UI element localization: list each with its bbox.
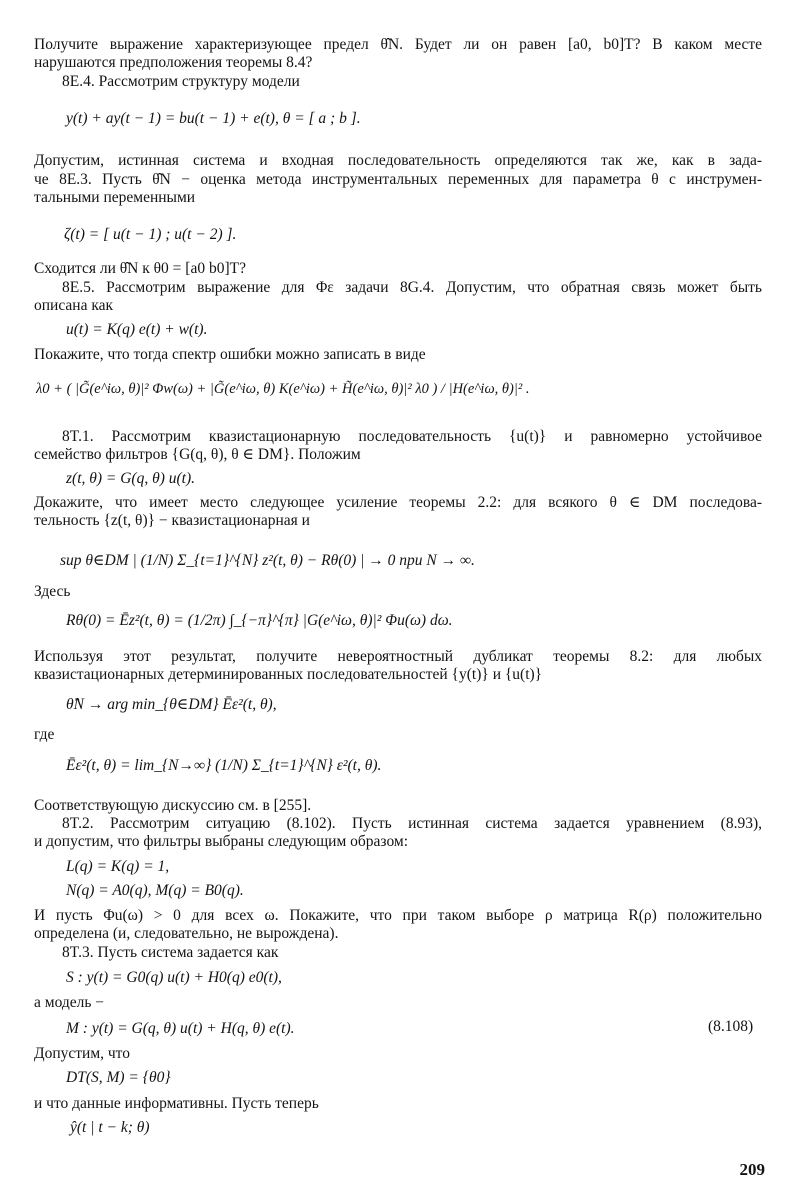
text-run: Докажите, что имеет место следующее усиление теоремы 2.2: для всякого θ ∈ DM последова-: [34, 494, 762, 511]
text-run: где: [34, 726, 55, 743]
text-run: 8T.3. Пусть система задается как: [62, 944, 279, 961]
equation-text: θ̂N → arg min_{θ∈DM} Ēε²(t, θ),: [66, 696, 277, 713]
text-line: [34, 994, 104, 1012]
equation-text: sup θ∈DM | (1/N) Σ_{t=1}^{N} z²(t, θ) − Rθ(0) | → 0 при N → ∞.: [60, 552, 475, 569]
equation-text: u(t) = K(q) e(t) + w(t).: [66, 321, 208, 338]
equation: [66, 612, 453, 630]
equation: [66, 882, 244, 900]
text-line: [34, 494, 762, 512]
equation: [66, 969, 282, 987]
text-run: Покажите, что тогда спектр ошибки можно записать в виде: [34, 346, 426, 363]
problem-heading: [62, 73, 300, 91]
equation: [66, 110, 361, 128]
equation: [66, 321, 207, 339]
equation: [36, 380, 529, 398]
text-run: тельность {z(t, θ)} − квазистационарная и: [34, 512, 310, 529]
equation: [66, 696, 277, 714]
equation: [66, 1069, 171, 1087]
text-line: [34, 260, 246, 278]
text-line: [34, 1095, 319, 1113]
text-run: семейство фильтров {G(q, θ), θ ∈ DM}. Положим: [34, 446, 361, 463]
equation: [66, 470, 195, 488]
equation-text: Ēε²(t, θ) = lim_{N→∞} (1/N) Σ_{t=1}^{N} ε²(t, θ).: [66, 757, 382, 774]
text-line: [34, 446, 762, 464]
text-line: [34, 346, 762, 364]
text-line: [34, 297, 762, 315]
text-run: а модель −: [34, 994, 105, 1011]
equation: [64, 226, 236, 244]
text-run: тальными переменными: [34, 189, 196, 206]
text-run: Допустим, истинная система и входная последовательность определяются так же, как в зада-: [34, 152, 762, 169]
text-line: [34, 36, 762, 54]
text-run: определена (и, следовательно, не вырождена).: [34, 925, 339, 942]
text-run: и допустим, что фильтры выбраны следующим образом:: [34, 833, 409, 850]
page-number: [740, 1160, 766, 1180]
equation-number-text: (8.108): [708, 1018, 754, 1035]
equation-text: S : y(t) = G0(q) u(t) + H0(q) e0(t),: [66, 969, 282, 986]
equation: [66, 757, 381, 775]
text-line: [34, 666, 762, 684]
text-run: 8T.1. Рассмотрим квазистационарную последовательность {u(t)} и равномерно устойчивое: [62, 428, 762, 445]
text-line: [34, 648, 762, 666]
equation-text: y(t) + ay(t − 1) = bu(t − 1) + e(t), θ = [ a ; b ].: [66, 110, 361, 127]
text-line: [34, 726, 54, 744]
text-line: [34, 583, 70, 601]
text-run: описана как: [34, 297, 114, 314]
text-line: [34, 907, 762, 925]
equation-number: [708, 1018, 753, 1036]
text-line: [34, 925, 762, 943]
equation-text: ζ(t) = [ u(t − 1) ; u(t − 2) ].: [64, 226, 237, 243]
text-line: [34, 833, 762, 851]
equation-text: N(q) = A0(q), M(q) = B0(q).: [66, 882, 244, 899]
equation: [66, 1020, 295, 1038]
problem-heading: [34, 815, 762, 833]
equation: [60, 552, 475, 570]
equation-text: L(q) = K(q) = 1,: [66, 858, 170, 875]
text-run: квазистационарных детерминированных последовательностей {y(t)} и {u(t)}: [34, 666, 543, 683]
text-line: [34, 189, 762, 207]
equation-text: Rθ(0) = Ēz²(t, θ) = (1/2π) ∫_{−π}^{π} |G(e^iω, θ)|² Φu(ω) dω.: [66, 612, 453, 629]
text-run: 8E.4. Рассмотрим структуру модели: [62, 73, 300, 90]
text-line: [34, 54, 762, 72]
equation-text: M : y(t) = G(q, θ) u(t) + H(q, θ) e(t).: [66, 1020, 295, 1037]
text-run: Здесь: [34, 583, 71, 600]
text-run: 8E.5. Рассмотрим выражение для Φε задачи 8G.4. Допустим, что обратная связь может быть: [62, 279, 762, 296]
equation: [70, 1119, 150, 1137]
text-run: 8T.2. Рассмотрим ситуацию (8.102). Пусть истинная система задается уравнением (8.93),: [62, 815, 762, 832]
text-run: Получите выражение характеризующее предел θ̂N. Будет ли он равен [a0, b0]T? В каком месте: [34, 36, 762, 53]
text-run: нарушаются предположения теоремы 8.4?: [34, 54, 313, 71]
equation: [66, 858, 169, 876]
text-line: [34, 152, 762, 170]
text-run: Допустим, что: [34, 1045, 130, 1062]
text-run: Используя этот результат, получите невероятностный дубликат теоремы 8.2: для любых: [34, 648, 762, 665]
text-line: [34, 512, 762, 530]
problem-heading: [34, 428, 762, 446]
text-run: Соответствующую дискуссию см. в [255].: [34, 797, 312, 814]
text-line: [34, 1045, 130, 1063]
equation-text: λ0 + ( |G̃(e^iω, θ)|² Φw(ω) + |G̃(e^iω, θ) K(e^iω) + H̃(e^iω, θ)|² λ0 ) / |H(e^iω, θ)|² .: [36, 381, 530, 397]
problem-heading: [34, 279, 762, 297]
text-run: и что данные информативны. Пусть теперь: [34, 1095, 319, 1112]
text-run: И пусть Φu(ω) > 0 для всех ω. Покажите, что при таком выборе ρ матрица R(ρ) положительно: [34, 907, 762, 924]
equation-text: z(t, θ) = G(q, θ) u(t).: [66, 470, 195, 487]
equation-text: ŷ(t | t − k; θ): [70, 1119, 150, 1136]
problem-heading: [62, 944, 278, 962]
text-line: [34, 171, 762, 189]
page-number-text: 209: [739, 1160, 765, 1179]
text-run: че 8E.3. Пусть θ̂N − оценка метода инструментальных переменных для параметра θ с инструмен-: [34, 171, 762, 188]
text-line: [34, 797, 311, 815]
equation-text: DT(S, M) = {θ0}: [66, 1069, 171, 1086]
text-run: Сходится ли θ̂N к θ0 = [a0 b0]T?: [34, 260, 246, 277]
